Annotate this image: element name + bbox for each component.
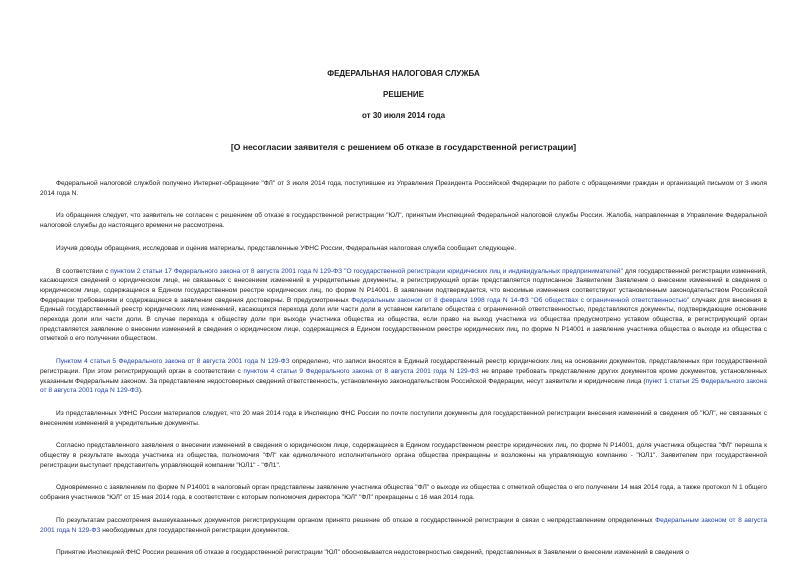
- document-subject: [О несогласии заявителя с решением об отказе в государственной регистрации]: [230, 142, 577, 152]
- law-reference-link[interactable]: Федеральным законом от 8 августа 2001 года N 129-ФЗ: [40, 516, 767, 534]
- body-paragraph: [40, 211, 767, 230]
- paragraph-text: Изучив доводы обращения, исследовав и оценив материалы, представленные УФНС России, Федеральная налоговая служба сообщает следующее.: [56, 244, 517, 252]
- document-date: от 30 июля 2014 года: [361, 111, 446, 120]
- issuer-heading: ФЕДЕРАЛЬНАЯ НАЛОГОВАЯ СЛУЖБА: [327, 69, 480, 78]
- law-reference-link[interactable]: пунктом 2 статьи 17 Федерального закона от 8 августа 2001 года N 129-ФЗ "О государственной регистрации юридических лиц и индивидуальных предпринимателей": [110, 267, 623, 275]
- paragraph-text: не вправе требовать представление других документов кроме документов, установленных указанным Федеральным законом. За представление недостоверных сведений ответственность, установленную законодательством Российской Федерации, несут заявители и юридические лица (: [40, 367, 767, 385]
- body-paragraph: [40, 357, 767, 396]
- body-paragraph: [40, 409, 767, 428]
- law-reference-link[interactable]: Федеральным законом от 8 февраля 1998 года N 14-ФЗ "Об обществах с ограниченной ответственностью": [351, 296, 690, 304]
- body-paragraph: [40, 516, 767, 535]
- paragraph-text: случаях для внесения в Единый государственный реестр юридических лиц изменений, касающихся перехода доли или части доли в уставном капитале общества с ограниченной ответственностью, представляются документы, подтверждающие основание перехода доли или части доли. В случае перехода к обществу доли при выходе участника общества из общества, если право на выход участника из общества предусмотрено уставом общества, в регистрирующий орган представляется заявление о внесении изменений в сведения о юридическом лице, содержащиеся в Едином государственном реестре юридических лиц, по форме N Р14001 и заявление участника общества о выходе из общества с отметкой о его получении обществом.: [40, 296, 767, 343]
- paragraph-text: для государственной регистрации изменений, касающихся сведений о юридическом лице, не связанных с внесением изменений в учредительные документы, в регистрирующий орган представляется подписанное Заявителем Заявление о внесении изменений в сведения о юридическом лице, содержащиеся в Едином государственном реестре юридических лиц, по форме N Р14001. В заявлении подтверждается, что вносимые изменения соответствуют установленным законодательством Российской Федерации требованиям и содержащиеся в заявлении сведения достоверны. В предусмотренных: [40, 267, 768, 304]
- document-body: [40, 179, 767, 558]
- body-paragraph: [40, 483, 767, 502]
- law-reference-link[interactable]: Пунктом 4 статьи 5 Федерального закона от 8 августа 2001 года N 129-ФЗ: [56, 358, 290, 366]
- paragraph-text: Из обращения следует, что заявитель не согласен с решением об отказе в государственной регистрации "ЮЛ", принятым Инспекцией Федеральной налоговой службы России. Жалоба, направленная в Управление Федеральной налоговой службы до настоящего времени не рассмотрена.: [40, 212, 767, 230]
- body-paragraph: [40, 267, 767, 345]
- paragraph-text: Принятие Инспекцией ФНС России решения об отказе в государственной регистрации "ЮЛ" обосновывается недостоверностью сведений, представленных в Заявлении о внесении изменений в сведения о: [56, 549, 689, 557]
- paragraph-text: ).: [138, 387, 143, 395]
- paragraph-text: необходимых для государственной регистрации документов.: [100, 526, 290, 534]
- document-type-heading: РЕШЕНИЕ: [383, 90, 424, 99]
- paragraph-text: Одновременно с заявлением по форме N Р14001 в налоговый орган представлены заявление участника общества "ФЛ" о выходе из общества с отметкой общества о его получении 14 мая 2014 года, а также протокол N 1 общего собрания участников "ЮЛ" от 15 мая 2014 года, в соответствии с которым полномочия директора "ЮЛ" "ФЛ" прекращены с 16 мая 2014 года.: [40, 484, 767, 502]
- paragraph-text: Федеральной налоговой службой получено Интернет-обращение "ФЛ" от 3 июля 2014 года, поступившее из Управления Президента Российской Федерации по работе с обращениями граждан и организаций письмом от 3 июля 2014 года N.: [40, 180, 767, 197]
- paragraph-text: В соответствии с: [56, 267, 111, 275]
- body-paragraph: [40, 548, 767, 558]
- body-paragraph: [40, 179, 767, 198]
- paragraph-text: Из представленных УФНС России материалов следует, что 20 мая 2014 года в Инспекцию ФНС России по почте поступили документы для государственной регистрации внесения изменений в сведения об "ЮЛ", не связанных с внесением изменений в учредительные документы.: [40, 409, 767, 427]
- law-reference-link[interactable]: пунктом 4 статьи 9 Федерального закона от 8 августа 2001 года N 129-ФЗ: [243, 367, 479, 375]
- paragraph-text: Согласно представленного заявления о внесении изменений в сведения о юридическом лице, содержащиеся в Едином государственном реестре юридических лиц, по форме N Р14001, доля участника общества "ФЛ" перешла к обществу в результате выхода участника из общества, полномочия "ФЛ" как единоличного исполнительного органа общества прекращены и возложены на управляющую компанию - "ЮЛ1". Заявителем при государственной регистрации выступает представитель управляющей компании "ЮЛ1" - "ФЛ1".: [40, 442, 767, 469]
- paragraph-text: определено, что записи вносятся в Единый государственный реестр юридических лиц на основании документов, представленных при государственной регистрации. При этом регистрирующий орган в соответствии с: [40, 358, 767, 375]
- body-paragraph: [40, 441, 767, 470]
- law-reference-link[interactable]: пункт 1 статьи 25 Федерального закона от 8 августа 2001 года N 129-ФЗ: [40, 377, 767, 395]
- body-paragraph: [40, 244, 767, 254]
- paragraph-text: По результатам рассмотрения вышеуказанных документов регистрирующим органом принято решение об отказе в государственной регистрации в связи с непредставлением определенных: [56, 516, 656, 524]
